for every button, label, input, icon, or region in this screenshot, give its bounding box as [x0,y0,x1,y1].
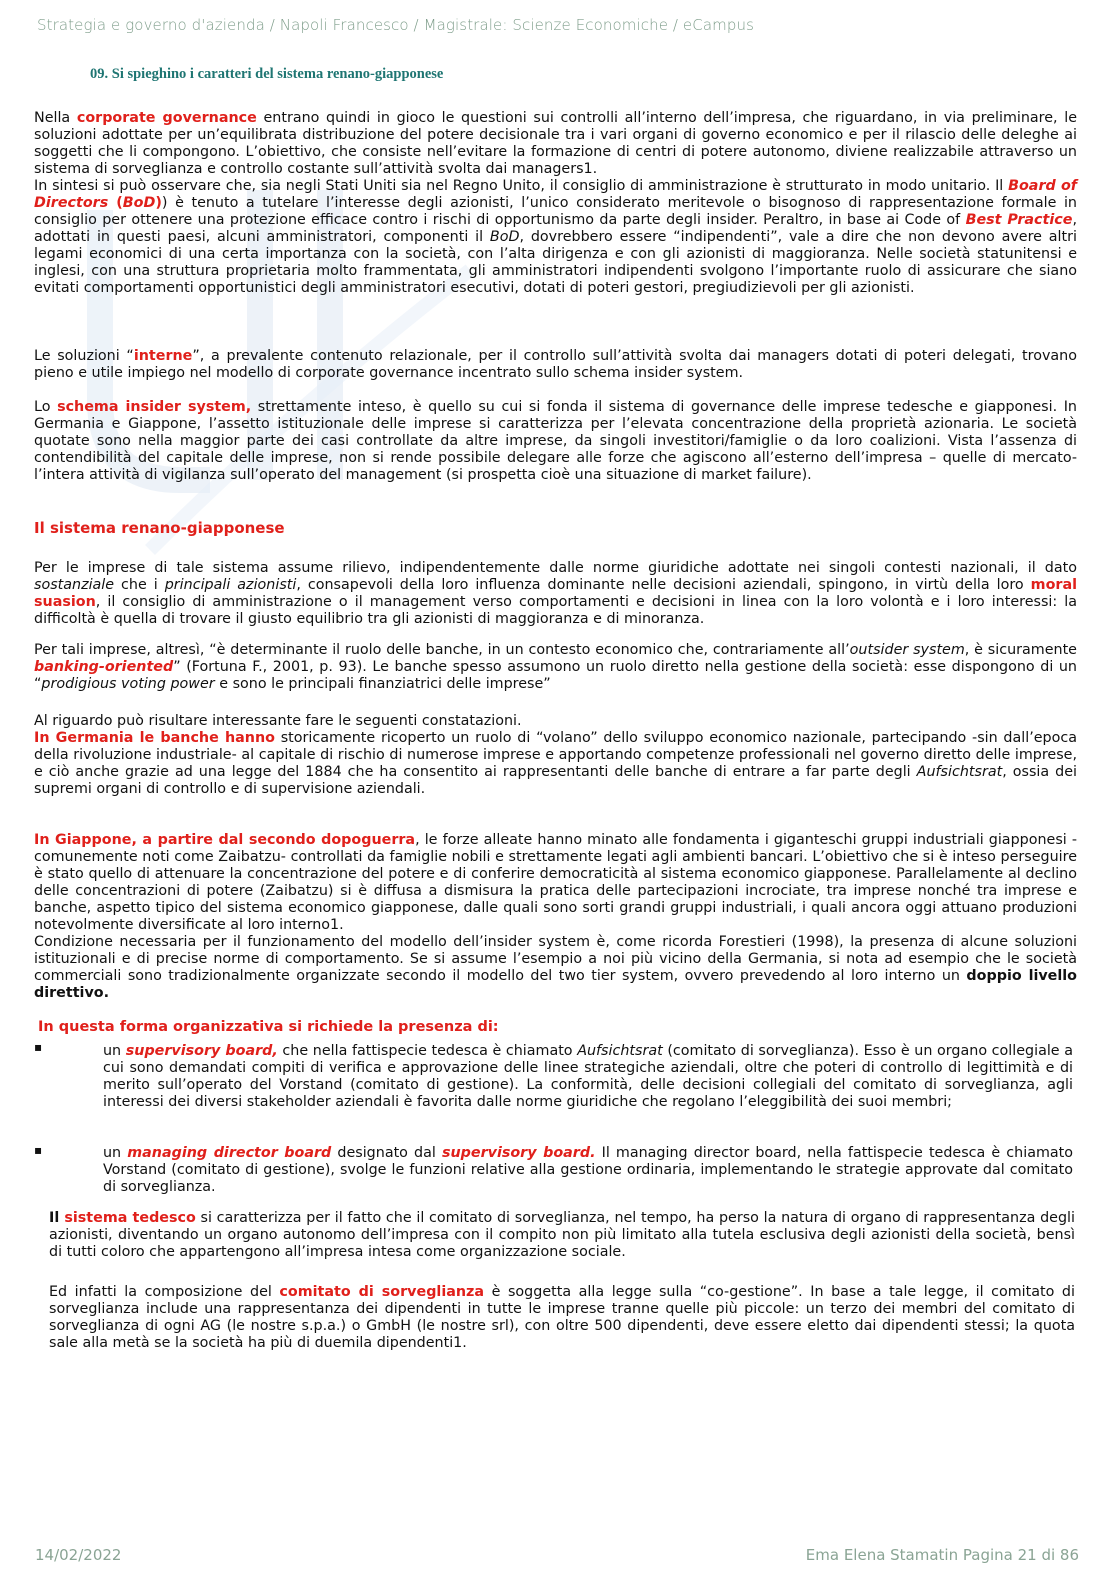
paragraph-co-gestione: Ed infatti la composizione del comitato di sorveglianza è soggetta alla legge sulla “co-gestione”. In base a tale legge, il comitato di sorveglianza include una rappresentanza dei dipendenti in tutte le imprese tranne quelle più piccole: un terzo dei membri del comitato di sorveglianza di ogni AG (le nostre s.p.a.) o GmbH (le nostre srl), con oltre 500 dipendenti, deve essere eletto dai dipendenti stessi; la quota sale alla metà se la società ha più di duemila dipendenti1. [49,1284,1075,1351]
running-header: Strategia e governo d'azienda / Napoli Francesco / Magistrale: Scienze Economiche / eCampus [37,16,754,34]
bullet-supervisory-board: un supervisory board, che nella fattispecie tedesca è chiamato Aufsichtsrat (comitato di sorveglianza). Esso è un organo collegiale a cui sono demandati compiti di verifica e approvazione delle linee strategiche aziendali, oltre che poteri di controllo di legittimità e di merito sull’operato del Vorstand (comitato di gestione). La conformità, delle decisioni collegiali del comitato di sorveglianza, agli interessi dei diversi stakeholder aziendali è favorita dalle norme giuridiche che regolano l’eleggibilità dei suoi membri; [103,1043,1073,1110]
paragraph-giappone: In Giappone, a partire dal secondo dopoguerra, le forze alleate hanno minato alle fondamenta i giganteschi gruppi industriali giapponesi -comunemente noti come Zaibatzu- controllati da famiglie nobili e strettamente legati agli ambienti bancari. L’obiettivo che si è inteso perseguire è stato quello di attenuare la concentrazione del potere e di conferire democraticità al sistema economico giapponese. Parallelamente al declino delle concentrazioni di potere (Zaibatzu) si è diffusa a dismisura la pratica delle partecipazioni incrociate, tra imprese nonché tra imprese e banche, aspetto tipico del sistema economico giapponese, dalle quali sono sorti grandi gruppi industriali, i quali ancora oggi attuano produzioni notevolmente diversificate al loro interno1. Condizione necessaria per il funzionamento del modello dell’insider system è, come ricorda Forestieri (1998), la presenza di alcune soluzioni istituzionali e di precise norme di comportamento. Se si assume l’esempio a noi più vicino della Germania, si nota ad esempio che le società commerciali sono tradizionalmente organizzate secondo il modello del two tier system, ovvero prevedendo al loro interno un doppio livello direttivo. [34,832,1078,1001]
paragraph-sistema-tedesco: Il sistema tedesco si caratterizza per il fatto che il comitato di sorveglianza, nel tempo, ha perso la natura di organo di rappresentanza degli azionisti, diventando un organo autonomo dell’impresa con il compito non più limitato alla tutela esclusiva degli azionisti della società, bensì di tutti coloro che appartengono all’impresa intesa come organizzazione sociale. [49,1210,1075,1260]
paragraph-banche: Per tali imprese, altresì, “è determinante il ruolo delle banche, in un contesto economico che, contrariamente all’outsider system, è sicuramente banking-oriented” (Fortuna F., 2001, p. 93). Le banche spesso assumono un ruolo diretto nella gestione della società: esse dispongono di un “prodigious voting power e sono le principali finanziatrici delle imprese” [34,642,1077,692]
bullet-icon: ▪ [34,1143,43,1157]
footer-date: 14/02/2022 [35,1546,122,1564]
bullet-icon: ▪ [34,1040,43,1054]
paragraph-corporate-governance: Nella corporate governance entrano quindi in gioco le questioni sui controlli all’interno dell’impresa, che riguardano, in via preliminare, le soluzioni adottate per un’equilibrata distribuzione del potere decisionale tra i vari organi di governo economico e per il rilascio delle deleghe ai soggetti che li compongono. L’obiettivo, che consiste nell’evitare la formazione di centri di potere autonomo, diviene realizzabile attraverso un sistema di sorveglianza e controllo costante sull’attività svolta dai managers1. In sintesi si può osservare che, sia negli Stati Uniti sia nel Regno Unito, il consiglio di amministrazione è strutturato in modo unitario. Il Board of Directors (BoD)) è tenuto a tutelare l’interesse degli azionisti, l’unico considerato meritevole o bisognoso di rappresentazione formale in consiglio per ottenere una protezione efficace contro i rischi di opportunismo da parte degli insider. Peraltro, in base ai Code of Best Practice, adottati in questi paesi, alcuni amministratori, componenti il BoD, dovrebbero essere “indipendenti”, vale a dire che non devono avere altri legami economici di una certa importanza con la società, con l’alta dirigenza e con gli azionisti di maggioranza. Nelle società statunitensi e inglesi, con una struttura proprietaria molto frammentata, gli amministratori indipendenti svolgono l’importante ruolo di assicurare che siano evitati comportamenti opportunistici degli amministratori esecutivi, dotati di poteri gestori, pregiudizievoli per gli azionisti. [34,110,1078,296]
section-title: Il sistema renano-giapponese [34,519,285,537]
question-title: 09. Si spieghino i caratteri del sistema renano-giapponese [90,66,444,82]
paragraph-constatazioni: Al riguardo può risultare interessante fare le seguenti constatazioni. In Germania le banche hanno storicamente ricoperto un ruolo di “volano” dello sviluppo economico nazionale, partecipando -sin dall’epoca della rivoluzione industriale- al capitale di rischio di numerose imprese e apportando competenze professionali nel governo diretto delle imprese, e ciò anche grazie ad una legge del 1884 che ha consentito ai rappresentanti delle banche di entrare a far parte degli Aufsichtsrat, ossia dei supremi organi di controllo e di supervisione aziendali. [34,713,1077,797]
paragraph-insider-system: Lo schema insider system, strettamente inteso, è quello su cui si fonda il sistema di governance delle imprese tedesche e giapponesi. In Germania e Giappone, l’assetto istituzionale delle imprese si caratterizza per l’elevata concentrazione della proprietà azionaria. Le società quotate sono nella maggior parte dei casi controllate da altre imprese, da singoli investitori/famiglie o da loro coalizioni. Vista l’assenza di contendibilità del capitale delle imprese, non si rende possibile delegare alle forze che agiscono all’esterno dell’impresa – quelle di mercato- l’intera attività di vigilanza sull’operato del management (si prospetta cioè una situazione di market failure). [34,399,1077,483]
footer-author-page: Ema Elena Stamatin Pagina 21 di 86 [805,1546,1079,1564]
bullet-managing-director-board: un managing director board designato dal supervisory board. Il managing director board, nella fattispecie tedesca è chiamato Vorstand (comitato di gestione), svolge le funzioni relative alla gestione ordinaria, implementando le strategie approvate dal comitato di sorveglianza. [103,1145,1073,1195]
paragraph-sistema: Per le imprese di tale sistema assume rilievo, indipendentemente dalle norme giuridiche adottate nei singoli contesti nazionali, il dato sostanziale che i principali azionisti, consapevoli della loro influenza dominante nelle decisioni aziendali, spingono, in virtù della loro moral suasion, il consiglio di amministrazione o il management verso comportamenti e decisioni in linea con la loro volontà e i loro interessi: la difficoltà è quella di trovare il giusto equilibrio tra gli azionisti di maggioranza e di minoranza. [34,560,1077,627]
list-title: In questa forma organizzativa si richiede la presenza di: [38,1019,499,1035]
paragraph-soluzioni-interne: Le soluzioni “interne”, a prevalente contenuto relazionale, per il controllo sull’attività svolta dai managers dotati di poteri delegati, trovano pieno e utile impiego nel modello di corporate governance incentrato sullo schema insider system. [34,348,1077,381]
